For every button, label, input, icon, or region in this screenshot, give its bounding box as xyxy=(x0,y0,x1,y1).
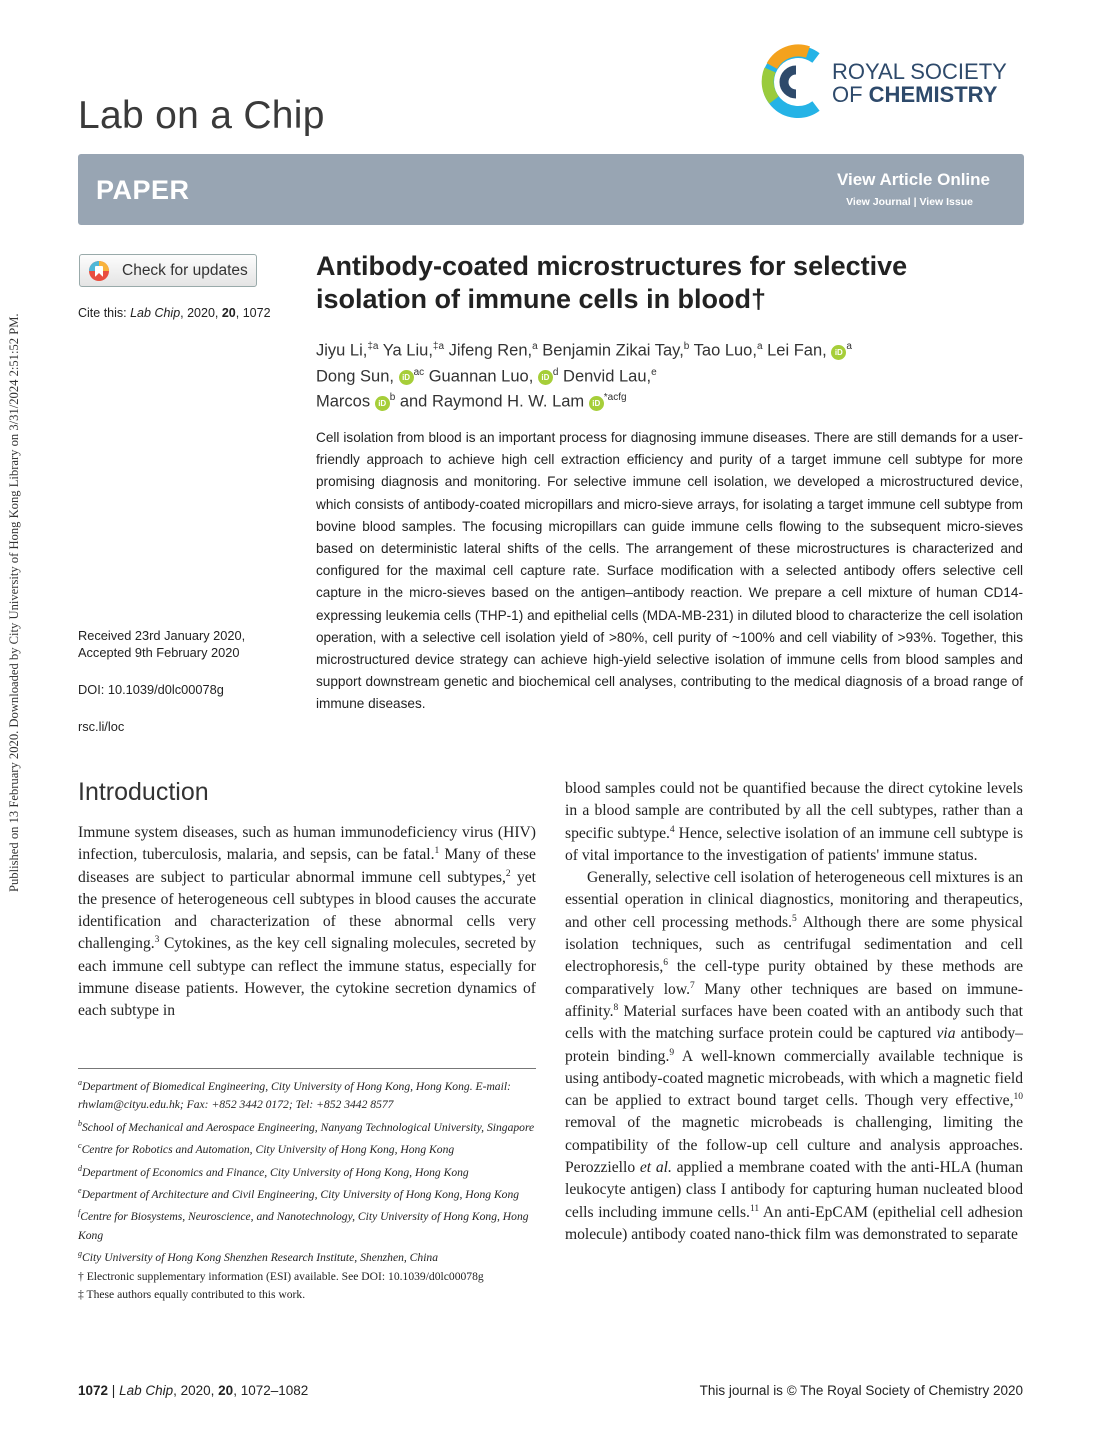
orcid-icon[interactable]: iD xyxy=(538,370,553,385)
paragraph: Immune system diseases, such as human immunodeficiency virus (HIV) infection, tuberculosis, malaria, and sepsis, can be fatal.$^1$ Many of these diseases are subject to particular abnormal immune cell subtypes,$^2$ yet the presence of heterogeneous cell subtypes in blood causes the accurate identification and characterization of these abnormal cells very challenging.$^3$ Cytokines, as the key cell signaling molecules, secreted by each immune cell subtype can reflect the immune status, especially for immune disease patients. However, the cytokine secretion dynamics of each subtype in xyxy=(78,824,536,1020)
affiliation-footnotes xyxy=(78,1074,536,1305)
rsc-logo-icon xyxy=(760,44,828,120)
author-list: Jiyu Li,$^{\ddagger a}$ Ya Liu,$^{\ddagger a}$ Jifeng Ren,$^a$ Benjamin Zikai Tay,$^b$ Tao Luo,$^a$ Lei Fan, iD $^a$ Dong Sun, iD $^{ac}$ Guannan Luo, iD $^d$ Denvid Lau,$^e$ Marcos iD $^b$ and Raymond H. W. Lam iD $^{*acfg}$ xyxy=(316,341,852,411)
abstract: Cell isolation from blood is an important process for diagnosing immune diseases. There are still demands for a user-friendly approach to achieve high cell extraction efficiency and purity of a target immune cell subtype for more promising diagnosis and monitoring. For selective immune cell isolation, we developed a microstructured device, which consists of antibody-coated micropillars and micro-sieve arrays, for isolating a target immune cell subtype from bovine blood samples. The focusing micropillars can guide immune cells flowing to the subsequent micro-sieves based on deterministic lateral shifts of the cells. The arrangement of these microstructures is characterized and configured for the maximal cell capture rate. Surface modification with a selected antibody offers selective cell capture in the micro-sieves based on the antigen–antibody reaction. We prepare a cell mixture of human CD14-expressing leukemia cells (THP-1) and epithelial cells (MDA-MB-231) in diluted blood to characterize the cell isolation operation, with a selective cell isolation yield of >80%, cell purity of ~100% and cell viability of >93%. Together, this microstructured device strategy can achieve high-yield selective isolation of immune cells from blood samples and support downstream genetic and biochemical cell analyses, contributing to the medical diagnosis of a broad range of immune diseases. xyxy=(316,430,1023,712)
body-column-right xyxy=(565,778,1023,1246)
footnote: $^c$Centre for Robotics and Automation, City University of Hong Kong, Hong Kong xyxy=(78,1141,455,1157)
check-updates-icon xyxy=(88,260,110,282)
cite-this: Cite this: Lab Chip, 2020, 20, 1072 xyxy=(78,306,271,320)
article-type-banner xyxy=(78,154,1024,225)
article-type-label: PAPER xyxy=(96,175,190,205)
paragraph: Generally, selective cell isolation of heterogeneous cell mixtures is an essential operation in clinical diagnostics, monitoring and therapeutics, and other cell processing methods.$^5$ Although there are some physical isolation techniques, such as centrifugal sedimentation and cell electrophoresis,$^6$ the cell-type purity obtained by these methods are comparatively low.$^7$ Many other techniques are based on immune-affinity.$^8$ Material surfaces have been coated with an antibody such that cells with the matching surface protein could be captured via antibody–protein binding.$^9$ A well-known commercially available technique is using antibody-coated magnetic microbeads, with which a magnetic field can be applied to extract bound target cells. Though very effective,$^{10}$ removal of the magnetic microbeads is challenging, limiting the compatibility of the follow-up cell culture and analysis approaches. Perozziello et al. applied a membrane coated with the anti-HLA (human leukocyte antigen) class I antibody for capturing human nucleated blood cells including immune cells.$^{11}$ An anti-EpCAM (epithelial cell adhesion molecule) antibody coated nano-thick film was demonstrated to separate xyxy=(565,869,1024,1243)
equal-contribution-footnote: ‡ These authors equally contributed to this work. xyxy=(78,1288,306,1302)
orcid-icon[interactable]: iD xyxy=(589,396,604,411)
section-heading-introduction: Introduction xyxy=(78,778,209,806)
footnote: $^g$City University of Hong Kong Shenzhen Research Institute, Shenzhen, China xyxy=(78,1249,439,1265)
orcid-icon[interactable]: iD xyxy=(399,370,414,385)
footnote: $^f$Centre for Biosystems, Neuroscience, and Nanotechnology, City University of Hong Kong, Hong Kong xyxy=(78,1208,529,1242)
view-article-online-link[interactable]: View Article Online xyxy=(836,170,990,189)
journal-title: Lab on a Chip xyxy=(78,94,325,137)
footnote: $^a$Department of Biomedical Engineering, City University of Hong Kong, Hong Kong. E-mail: rhwlam@cityu.edu.hk; Fax: +852 3442 0172; Tel: +852 3442 8577 xyxy=(78,1078,511,1112)
journal-url[interactable]: rsc.li/loc xyxy=(78,719,125,734)
publisher-name: ROYAL SOCIETY OF CHEMISTRY xyxy=(832,59,1007,107)
body-column-left xyxy=(78,822,536,1023)
view-journal-link[interactable]: View Journal xyxy=(846,196,911,208)
footnote: $^e$Department of Architecture and Civil Engineering, City University of Hong Kong, Hong Kong xyxy=(78,1185,520,1201)
orcid-icon[interactable]: iD xyxy=(375,396,390,411)
footnote: $^d$Department of Economics and Finance, City University of Hong Kong, Hong Kong xyxy=(78,1163,469,1179)
esi-footnote: † Electronic supplementary information (ESI) available. See DOI: 10.1039/d0lc00078g xyxy=(78,1269,484,1283)
view-issue-link[interactable]: View Issue xyxy=(919,196,973,208)
footnote-divider xyxy=(78,1068,536,1069)
orcid-icon[interactable]: iD xyxy=(831,345,846,360)
page-footer-right: This journal is © The Royal Society of Chemistry 2020 xyxy=(699,1383,1023,1398)
check-for-updates-button[interactable]: Check for updates xyxy=(79,254,257,287)
doi[interactable]: DOI: 10.1039/d0lc00078g xyxy=(78,682,224,697)
article-title: Antibody-coated microstructures for selective isolation of immune cells in blood† xyxy=(316,251,908,314)
download-watermark: Published on 13 February 2020. Downloaded by City University of Hong Kong Library on 3/31/2024 2:51:52 PM. xyxy=(7,313,21,892)
footnote: $^b$School of Mechanical and Aerospace Engineering, Nanyang Technological University, Singapore xyxy=(78,1118,535,1134)
paragraph: blood samples could not be quantified because the direct cytokine levels in a blood sample are contributed by all the cell subtypes, rather than a specific subtype.$^4$ Hence, selective isolation of an immune cell subtype is of vital importance to the investigation of patients' immune status. xyxy=(565,780,1024,864)
banner-links: View Journal | View Issue xyxy=(846,196,973,208)
received-dates: Received 23rd January 2020, Accepted 9th February 2020 xyxy=(78,628,246,660)
page-footer-left: 1072 | Lab Chip, 2020, 20, 1072–1082 xyxy=(78,1383,309,1398)
